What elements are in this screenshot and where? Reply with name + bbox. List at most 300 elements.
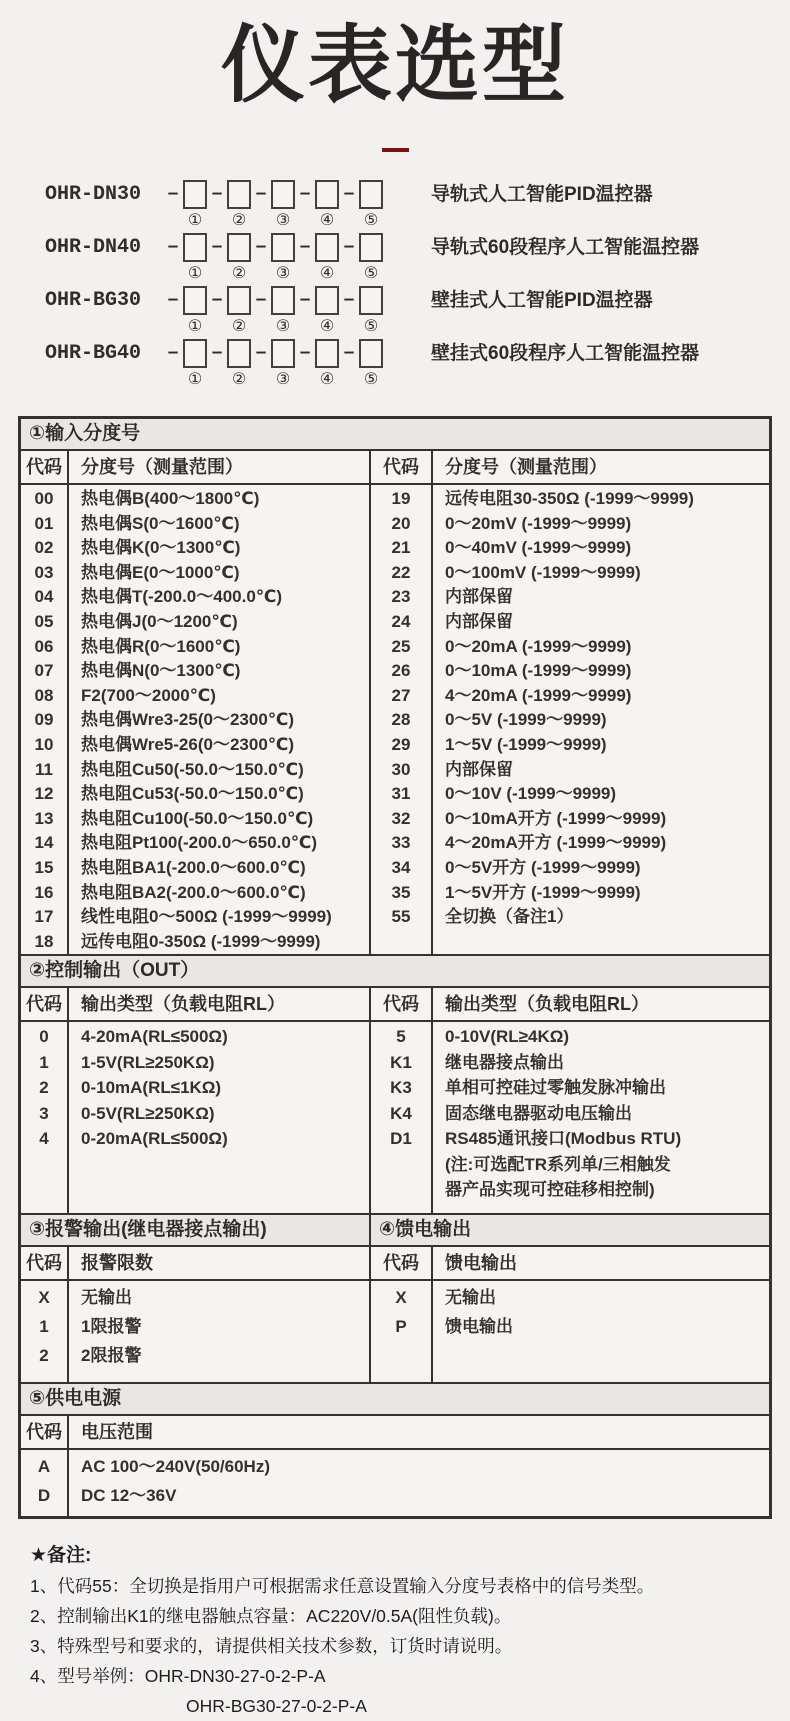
section-alarm-feed [21,1213,769,1382]
desc-cell: F2(700～2000℃) [81,685,216,705]
code-cell: 18 [34,931,54,951]
desc-cell: 2限报警 [81,1345,142,1365]
code-segment [295,180,339,230]
table-row [21,585,369,610]
table-row [371,1024,769,1050]
code-cell: 01 [34,513,54,533]
code-cell: 12 [34,784,54,804]
code-box [183,180,207,209]
code-box [359,286,383,315]
desc-cell: 0～40mV (-1999～9999) [445,538,632,558]
desc-cell: 热电偶T(-200.0～400.0℃) [81,587,283,607]
position-marker: ⑤ [363,265,379,282]
desc-cell: 无输出 [81,1287,132,1307]
output-right-header [371,988,769,1022]
table-row [21,610,369,635]
col-header-desc: 分度号（测量范围） [81,457,243,477]
dash-separator: – [211,342,223,363]
code-cell: K1 [390,1052,412,1072]
input-right-header [371,451,769,485]
code-cell: 04 [34,587,54,607]
col-header-desc: 分度号（测量范围） [445,457,607,477]
code-cell: 13 [34,808,54,828]
table-row [21,856,369,881]
dash-separator: – [343,289,355,310]
remarks-header: ★备注: [30,1544,92,1566]
col-header-code: 代码 [383,457,419,477]
section-power [21,1382,769,1516]
code-cell: X [395,1287,407,1307]
output-left-rows [21,1022,369,1162]
table-row [21,1481,769,1510]
page-title: 仪表选型 [220,18,569,112]
code-cell: 28 [391,710,411,730]
code-cell [371,1177,431,1203]
model-code-boxes [163,233,383,283]
table-row [21,807,369,832]
desc-cell: 器产品实现可控硅移相控制) [445,1180,655,1200]
table-row [21,905,369,930]
table-row [21,831,369,856]
model-code-diagrams [45,180,790,392]
code-segment [339,339,383,389]
desc-cell: RS485通讯接口(Modbus RTU) [445,1129,682,1149]
model-description: 导轨式60段程序人工智能温控器 [431,237,700,258]
desc-cell: 1限报警 [81,1316,142,1336]
alarm-rows [21,1281,369,1382]
code-cell: D1 [390,1129,412,1149]
position-marker: ⑤ [363,371,379,388]
code-segment [339,180,383,230]
model-code-boxes [163,339,383,389]
feed-header [371,1247,769,1281]
selection-table [18,416,772,1519]
desc-cell: 热电阻Cu53(-50.0～150.0℃) [81,784,304,804]
table-row [371,561,769,586]
desc-cell: 热电偶J(0～1200℃) [81,611,238,631]
code-box [315,180,339,209]
dash-separator: – [167,183,179,204]
code-cell: A [37,1456,51,1476]
desc-cell: 0～10mA (-1999～9999) [445,661,632,681]
table-row [371,856,769,881]
code-box [183,233,207,262]
code-cell: K4 [390,1103,412,1123]
desc-cell: 0～10V (-1999～9999) [445,784,617,804]
desc-cell: 0～5V开方 (-1999～9999) [445,857,641,877]
power-header [21,1416,769,1450]
remarks [30,1541,790,1721]
position-marker: ③ [275,318,291,335]
model-name: OHR-DN30 [45,183,142,206]
code-cell: 03 [34,562,54,582]
desc-cell: 继电器接点输出 [445,1052,564,1072]
table-row [21,881,369,906]
desc-cell: 热电偶B(400～1800℃) [81,489,260,508]
table-row [371,881,769,906]
desc-cell: AC 100～240V(50/60Hz) [81,1456,270,1476]
table-row [21,684,369,709]
code-cell: 22 [391,562,411,582]
dash-separator: – [299,289,311,310]
desc-cell: 热电偶K(0～1300℃) [81,538,241,558]
code-cell: 27 [391,685,411,705]
model-description: 壁挂式60段程序人工智能温控器 [431,343,700,364]
desc-cell: 热电偶R(0～1600℃) [81,636,241,656]
desc-cell: 全切换（备注1） [445,907,574,927]
desc-cell: 0～20mA (-1999～9999) [445,636,632,656]
position-marker: ① [187,265,203,282]
code-cell: 2 [39,1078,49,1098]
feed-rows [371,1281,769,1353]
code-box [183,286,207,315]
table-row [21,512,369,537]
position-marker: ③ [275,371,291,388]
table-row [21,659,369,684]
code-box [315,286,339,315]
code-cell: 21 [391,538,411,558]
col-header-desc: 输出类型（负载电阻RL） [445,994,649,1015]
table-row [371,758,769,783]
dash-separator: – [299,183,311,204]
code-cell: 16 [34,882,54,902]
dash-separator: – [211,236,223,257]
remark-line: 4、型号举例：OHR-DN30-27-0-2-P-A [30,1665,326,1686]
code-cell: 30 [391,759,411,779]
code-cell: X [38,1287,50,1307]
col-header-code: 代码 [383,1252,419,1273]
title-underline [382,148,409,152]
desc-cell: 1～5V开方 (-1999～9999) [445,882,641,902]
dash-separator: – [343,342,355,363]
power-rows [21,1450,769,1516]
code-box [227,286,251,315]
code-box [271,233,295,262]
position-marker: ⑤ [363,318,379,335]
code-segment [251,339,295,389]
table-row [371,733,769,758]
desc-cell: 0～100mV (-1999～9999) [445,562,641,582]
alarm-header [21,1247,369,1281]
section-power-title: ⑤供电电源 [21,1382,769,1416]
dash-separator: – [299,236,311,257]
desc-cell: 0-10V(RL≥4KΩ) [445,1027,570,1047]
code-box [227,339,251,368]
dash-separator: – [255,289,267,310]
code-segment [207,339,251,389]
position-marker: ⑤ [363,212,379,229]
code-box [183,339,207,368]
desc-cell: 热电偶N(0～1300℃) [81,661,241,681]
desc-cell: 热电阻Pt100(-200.0～650.0℃) [81,833,318,853]
dash-separator: – [255,342,267,363]
model-description: 导轨式人工智能PID温控器 [431,184,653,205]
code-cell: 20 [391,513,411,533]
table-row [21,487,369,512]
desc-cell: 热电阻BA2(-200.0～600.0℃) [81,882,306,902]
model-row [45,339,790,392]
table-row [21,536,369,561]
desc-cell: 无输出 [445,1287,496,1307]
table-row [371,536,769,561]
table-row [371,1101,769,1127]
output-right-rows [371,1022,769,1213]
code-box [271,286,295,315]
code-cell: 24 [391,611,411,631]
dash-separator: – [167,342,179,363]
table-row [21,635,369,660]
code-box [359,339,383,368]
code-cell: 07 [34,661,54,681]
table-row [21,1101,369,1127]
col-header-code: 代码 [26,1252,62,1273]
table-row [21,1075,369,1101]
remark-line: 3、特殊型号和要求的，请提供相关技术参数，订货时请说明。 [30,1635,513,1656]
code-cell: 14 [34,833,54,853]
desc-cell: 热电偶Wre5-26(0～2300℃) [81,734,295,754]
code-cell: 5 [396,1027,406,1047]
code-cell: P [395,1316,407,1336]
desc-cell: 0-10mA(RL≤1KΩ) [81,1078,222,1098]
desc-cell: 热电偶E(0～1000℃) [81,562,240,582]
desc-cell: 1-5V(RL≥250KΩ) [81,1052,215,1072]
code-segment [251,180,295,230]
code-cell: 05 [34,611,54,631]
code-cell: 29 [391,734,411,754]
table-row [371,1177,769,1203]
model-example-2: OHR-BG30-27-0-2-P-A [186,1695,367,1716]
dash-separator: – [255,183,267,204]
code-cell: 31 [391,784,411,804]
code-cell: 34 [391,857,411,877]
table-row [371,512,769,537]
desc-cell: 0-20mA(RL≤500Ω) [81,1129,228,1149]
table-row [371,1075,769,1101]
code-segment [207,233,251,283]
code-box [271,339,295,368]
code-cell: 55 [391,907,411,927]
code-cell: 19 [391,489,411,508]
code-segment [295,286,339,336]
position-marker: ① [187,212,203,229]
input-left-header [21,451,369,485]
model-row [45,180,790,233]
desc-cell: 4-20mA(RL≤500Ω) [81,1027,228,1047]
table-row [371,1152,769,1178]
position-marker: ② [231,318,247,335]
desc-cell: 内部保留 [445,759,513,779]
position-marker: ④ [319,212,335,229]
col-header-code: 代码 [383,994,419,1015]
dash-separator: – [255,236,267,257]
model-name: OHR-BG30 [45,289,142,312]
position-marker: ② [231,371,247,388]
table-row [371,487,769,512]
table-row [371,610,769,635]
output-left-header [21,988,369,1022]
table-row [371,1050,769,1076]
table-row [371,585,769,610]
model-name: OHR-BG40 [45,342,142,365]
code-segment [163,180,207,230]
code-cell: 11 [35,759,53,779]
code-cell: 23 [391,587,411,607]
model-row [45,286,790,339]
code-cell: 33 [391,833,411,853]
position-marker: ② [231,212,247,229]
position-marker: ① [187,318,203,335]
code-cell: 35 [391,882,411,902]
desc-cell: 热电阻BA1(-200.0～600.0℃) [81,857,306,877]
section-feed-title: ④馈电输出 [371,1213,769,1247]
position-marker: ④ [319,265,335,282]
table-row [371,782,769,807]
position-marker: ③ [275,212,291,229]
table-row [21,782,369,807]
col-header-desc: 输出类型（负载电阻RL） [81,994,285,1015]
desc-cell: 1～5V (-1999～9999) [445,734,607,754]
code-cell: 25 [391,636,411,656]
table-row [21,1341,369,1370]
desc-cell: 固态继电器驱动电压输出 [445,1103,632,1123]
table-row [371,831,769,856]
table-row [21,733,369,758]
table-row [21,1024,369,1050]
section-output-title: ②控制输出（OUT） [21,954,769,988]
code-cell: 00 [34,489,54,508]
desc-cell: 单相可控硅过零触发脉冲输出 [445,1078,666,1098]
code-segment [295,339,339,389]
col-header-code: 代码 [26,1421,62,1442]
input-right-rows [371,485,769,930]
code-cell: 08 [34,685,54,705]
code-cell: 1 [39,1052,49,1072]
dash-separator: – [211,183,223,204]
desc-cell: 0-5V(RL≥250KΩ) [81,1103,215,1123]
remark-line: 1、代码55：全切换是指用户可根据需求任意设置输入分度号表格中的信号类型。 [30,1575,655,1596]
code-cell: 09 [34,710,54,730]
table-row [371,684,769,709]
code-cell: 3 [39,1103,49,1123]
col-header-desc: 馈电输出 [445,1252,517,1273]
table-row [21,930,369,955]
code-box [227,180,251,209]
desc-cell: 0～5V (-1999～9999) [445,710,607,730]
table-row [371,708,769,733]
desc-cell: 远传电阻30-350Ω (-1999～9999) [445,489,694,508]
model-name: OHR-DN40 [45,236,142,259]
code-cell: 10 [34,734,54,754]
desc-cell: 热电偶Wre3-25(0～2300℃) [81,710,295,730]
desc-cell: 热电阻Cu100(-50.0～150.0℃) [81,808,314,828]
desc-cell: 热电偶S(0～1600℃) [81,513,240,533]
position-marker: ④ [319,318,335,335]
code-segment [163,339,207,389]
dash-separator: – [211,289,223,310]
code-segment [251,286,295,336]
table-row [21,1312,369,1341]
code-segment [295,233,339,283]
code-cell: K3 [390,1078,412,1098]
position-marker: ② [231,265,247,282]
model-code-boxes [163,286,383,336]
code-segment [207,180,251,230]
table-row [371,1126,769,1152]
code-segment [339,233,383,283]
code-box [315,339,339,368]
table-row [371,1283,769,1312]
col-header-code: 代码 [26,994,62,1015]
code-cell: 0 [39,1027,49,1047]
table-row [21,708,369,733]
position-marker: ③ [275,265,291,282]
section-input [21,419,769,954]
code-box [315,233,339,262]
code-box [359,180,383,209]
table-row [371,659,769,684]
dash-separator: – [167,289,179,310]
position-marker: ① [187,371,203,388]
desc-cell: 0～10mA开方 (-1999～9999) [445,808,667,828]
table-row [21,1283,369,1312]
table-row [371,905,769,930]
table-row [21,1050,369,1076]
model-row [45,233,790,286]
section-input-title: ①输入分度号 [21,419,769,451]
code-cell: 02 [34,538,54,558]
desc-cell: 远传电阻0-350Ω (-1999～9999) [81,931,321,951]
position-marker: ④ [319,371,335,388]
dash-separator: – [343,236,355,257]
code-cell [371,1152,431,1178]
code-box [227,233,251,262]
desc-cell: 馈电输出 [445,1316,513,1336]
col-header-desc: 报警限数 [81,1252,153,1273]
code-segment [207,286,251,336]
code-cell: 17 [34,907,54,927]
table-row [21,758,369,783]
table-row [371,635,769,660]
table-row [371,1312,769,1341]
code-segment [163,286,207,336]
col-header-desc: 电压范围 [81,1421,153,1442]
desc-cell: 4～20mA开方 (-1999～9999) [445,833,667,853]
code-cell: 26 [391,661,411,681]
desc-cell: 热电阻Cu50(-50.0～150.0℃) [81,759,304,779]
col-header-code: 代码 [26,457,62,477]
dash-separator: – [299,342,311,363]
code-box [359,233,383,262]
code-cell: D [37,1485,51,1505]
desc-cell: (注:可选配TR系列单/三相触发 [445,1154,671,1174]
code-cell: 1 [39,1316,49,1336]
section-alarm-title: ③报警输出(继电器接点输出) [21,1213,369,1247]
desc-cell: 内部保留 [445,611,513,631]
remark-line: 2、控制输出K1的继电器触点容量：AC220V/0.5A(阻性负载)。 [30,1605,512,1626]
table-row [21,1452,769,1481]
table-row [371,807,769,832]
dash-separator: – [167,236,179,257]
desc-cell: 4～20mA (-1999～9999) [445,685,632,705]
dash-separator: – [343,183,355,204]
input-left-rows [21,485,369,954]
code-segment [163,233,207,283]
code-cell: 2 [39,1345,49,1365]
code-box [271,180,295,209]
model-description: 壁挂式人工智能PID温控器 [431,290,653,311]
section-output [21,954,769,1213]
table-row [21,1126,369,1152]
